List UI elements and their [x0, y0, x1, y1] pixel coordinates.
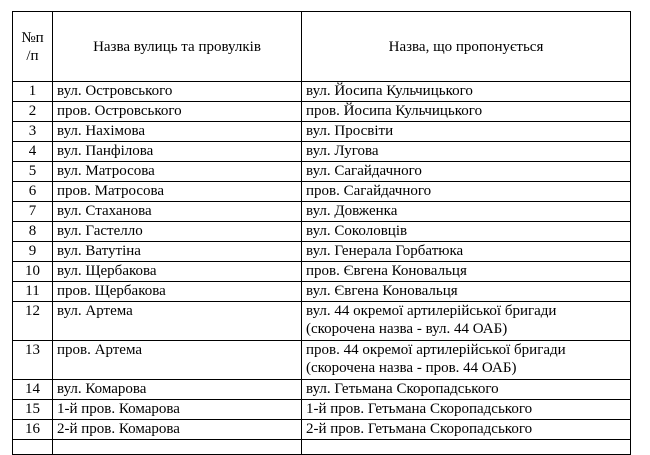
table-row	[13, 282, 631, 302]
proposed-name: пров. 44 окремої артилерійської бригади (скорочена назва - пров. 44 ОАБ)	[302, 341, 631, 380]
table-row	[13, 242, 631, 262]
current-name: вул. Гастелло	[53, 222, 302, 242]
row-number: 3	[13, 122, 53, 142]
current-name: вул. Комарова	[53, 380, 302, 400]
header-number: №п /п	[13, 12, 53, 82]
proposed-name: вул. Генерала Горбатюка	[302, 242, 631, 262]
row-number: 12	[13, 302, 53, 341]
table-row	[13, 142, 631, 162]
proposed-name: 2-й пров. Гетьмана Скоропадського	[302, 420, 631, 440]
current-name: 1-й пров. Комарова	[53, 400, 302, 420]
current-name: пров. Островського	[53, 102, 302, 122]
table-row	[13, 202, 631, 222]
row-number: 14	[13, 380, 53, 400]
header-current-name: Назва вулиць та провулків	[53, 12, 302, 82]
current-name: 2-й пров. Комарова	[53, 420, 302, 440]
table-row	[13, 82, 631, 102]
proposed-name	[302, 440, 631, 455]
row-number: 8	[13, 222, 53, 242]
header-proposed-name: Назва, що пропонується	[302, 12, 631, 82]
table-row	[13, 341, 631, 380]
current-name: вул. Панфілова	[53, 142, 302, 162]
row-number: 6	[13, 182, 53, 202]
current-name: вул. Ватутіна	[53, 242, 302, 262]
row-number: 2	[13, 102, 53, 122]
row-number: 5	[13, 162, 53, 182]
proposed-name: пров. Сагайдачного	[302, 182, 631, 202]
row-number: 9	[13, 242, 53, 262]
proposed-name: пров. Євгена Коновальця	[302, 262, 631, 282]
table-row	[13, 420, 631, 440]
row-number: 15	[13, 400, 53, 420]
row-number: 10	[13, 262, 53, 282]
current-name: пров. Матросова	[53, 182, 302, 202]
row-number: 7	[13, 202, 53, 222]
row-number: 13	[13, 341, 53, 380]
table-row	[13, 302, 631, 341]
proposed-name: вул. Довженка	[302, 202, 631, 222]
table-row	[13, 400, 631, 420]
row-number: 16	[13, 420, 53, 440]
table-row	[13, 380, 631, 400]
row-number: 11	[13, 282, 53, 302]
proposed-name: вул. Просвіти	[302, 122, 631, 142]
proposed-name: вул. Соколовців	[302, 222, 631, 242]
table-row	[13, 222, 631, 242]
row-number	[13, 440, 53, 455]
proposed-name: вул. Йосипа Кульчицького	[302, 82, 631, 102]
current-name: вул. Артема	[53, 302, 302, 341]
current-name: вул. Матросова	[53, 162, 302, 182]
proposed-name: вул. Євгена Коновальця	[302, 282, 631, 302]
table-header-row	[13, 12, 631, 82]
table-row	[13, 182, 631, 202]
table-row	[13, 262, 631, 282]
current-name: вул. Щербакова	[53, 262, 302, 282]
table-row	[13, 162, 631, 182]
table-row-cut-off	[13, 440, 631, 455]
proposed-name: вул. Гетьмана Скоропадського	[302, 380, 631, 400]
proposed-name: вул. Лугова	[302, 142, 631, 162]
row-number: 4	[13, 142, 53, 162]
row-number: 1	[13, 82, 53, 102]
street-rename-table	[12, 11, 631, 455]
proposed-name: 1-й пров. Гетьмана Скоропадського	[302, 400, 631, 420]
current-name: вул. Островського	[53, 82, 302, 102]
proposed-name: пров. Йосипа Кульчицького	[302, 102, 631, 122]
table-row	[13, 122, 631, 142]
current-name: вул. Стаханова	[53, 202, 302, 222]
current-name: пров. Щербакова	[53, 282, 302, 302]
table-row	[13, 102, 631, 122]
current-name	[53, 440, 302, 455]
current-name: вул. Нахімова	[53, 122, 302, 142]
proposed-name: вул. Сагайдачного	[302, 162, 631, 182]
proposed-name: вул. 44 окремої артилерійської бригади (скорочена назва - вул. 44 ОАБ)	[302, 302, 631, 341]
current-name: пров. Артема	[53, 341, 302, 380]
